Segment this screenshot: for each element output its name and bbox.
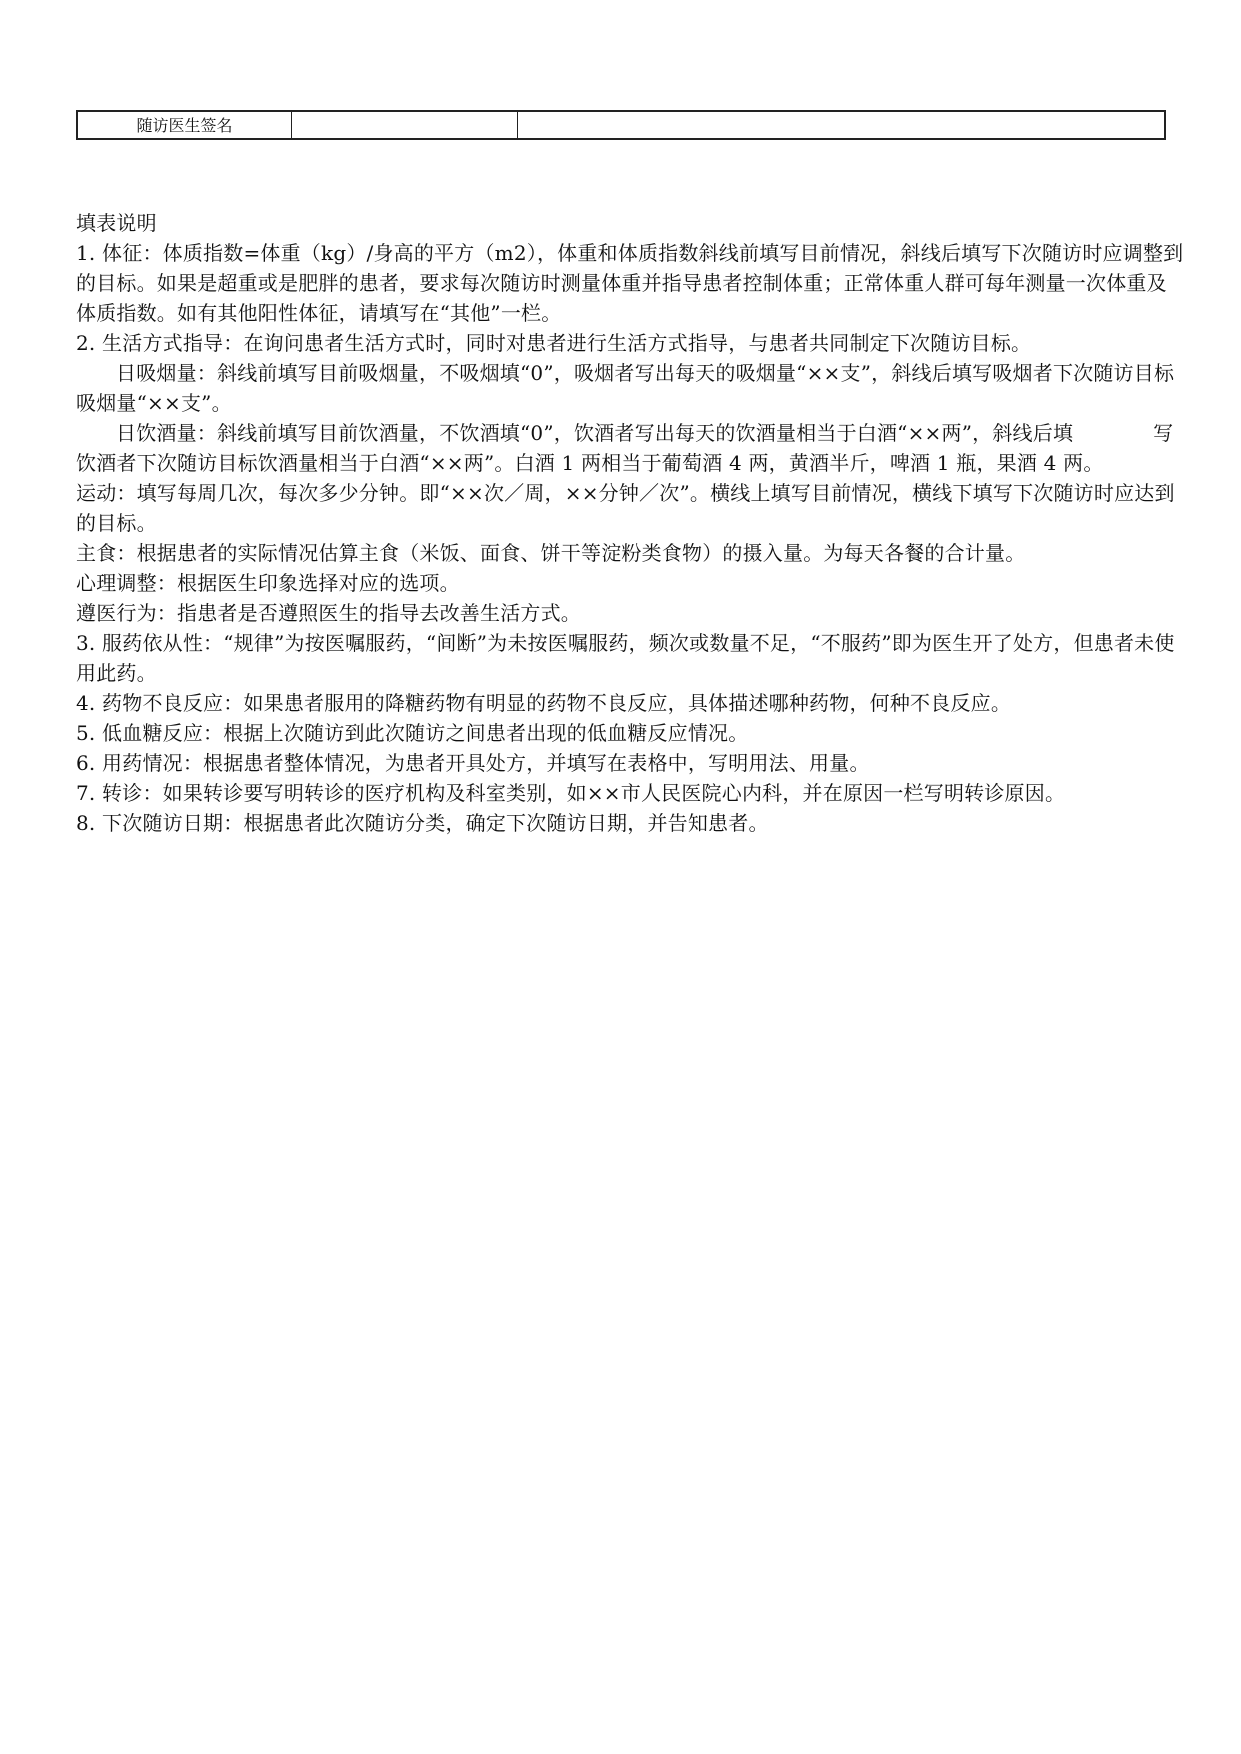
filling-instructions: [76, 208, 1186, 838]
instructions-heading: 填表说明: [76, 211, 157, 235]
instruction-item-adverse-reaction: 4. 药物不良反应：如果患者服用的降糖药物有明显的药物不良反应，具体描述哪种药物，何种不良反应。: [76, 691, 1012, 715]
instruction-item-referral: 7. 转诊：如果转诊要写明转诊的医疗机构及科室类别，如××市人民医院心内科，并在原因一栏写明转诊原因。: [76, 781, 1066, 805]
instruction-item-staple-food: 主食：根据患者的实际情况估算主食（米饭、面食、饼干等淀粉类食物）的摄入量。为每天各餐的合计量。: [76, 541, 1026, 565]
instruction-item-lifestyle: 2. 生活方式指导：在询问患者生活方式时，同时对患者进行生活方式指导，与患者共同制定下次随访目标。: [76, 331, 1032, 355]
instruction-item-hypoglycemia: 5. 低血糖反应：根据上次随访到此次随访之间患者出现的低血糖反应情况。: [76, 721, 749, 745]
instruction-item-smoking: 日吸烟量：斜线前填写目前吸烟量，不吸烟填“0”，吸烟者写出每天的吸烟量“××支”，斜线后填写吸烟者下次随访目标吸烟量“××支”。: [76, 361, 1175, 415]
instruction-item-psychology: 心理调整：根据医生印象选择对应的选项。: [76, 571, 460, 595]
signature-label-cell: 随访医生签名: [78, 112, 292, 138]
signature-extra-cell[interactable]: [518, 112, 1164, 138]
signature-table: [76, 110, 1166, 140]
drinking-text-part1: 日饮酒量：斜线前填写目前饮酒量，不饮酒填“0”，饮酒者写出每天的饮酒量相当于白酒“××两”，斜线后填: [116, 421, 1074, 445]
instruction-item-medication-use: 6. 用药情况：根据患者整体情况，为患者开具处方，并填写在表格中，写明用法、用量。: [76, 751, 870, 775]
drinking-text-part2: 写饮酒者下次随访目标饮酒量相当于白酒“××两”。白酒 1 两相当于葡萄酒 4 两，黄酒半斤，啤酒 1 瓶，果酒 4 两。: [76, 421, 1174, 475]
instruction-item-exercise: 运动：填写每周几次，每次多少分钟。即“××次／周，××分钟／次”。横线上填写目前情况，横线下填写下次随访时应达到的目标。: [76, 481, 1175, 535]
instruction-item-body-signs: 1. 体征：体质指数=体重（kg）/身高的平方（m2），体重和体质指数斜线前填写目前情况，斜线后填写下次随访时应调整到的目标。如果是超重或是肥胖的患者，要求每次随访时测量体重并指导患者控制体重；正常体重人群可每年测量一次体重及体质指数。如有其他阳性体征，请填写在“其他”一栏。: [76, 241, 1184, 325]
signature-value-cell[interactable]: [292, 112, 518, 138]
instruction-item-drinking: [76, 418, 1186, 478]
instruction-item-compliance: 遵医行为：指患者是否遵照医生的指导去改善生活方式。: [76, 601, 581, 625]
instruction-item-medication-adherence: 3. 服药依从性：“规律”为按医嘱服药，“间断”为未按医嘱服药，频次或数量不足，“不服药”即为医生开了处方，但患者未使用此药。: [76, 631, 1175, 685]
instruction-item-next-visit: 8. 下次随访日期：根据患者此次随访分类，确定下次随访日期，并告知患者。: [76, 811, 769, 835]
